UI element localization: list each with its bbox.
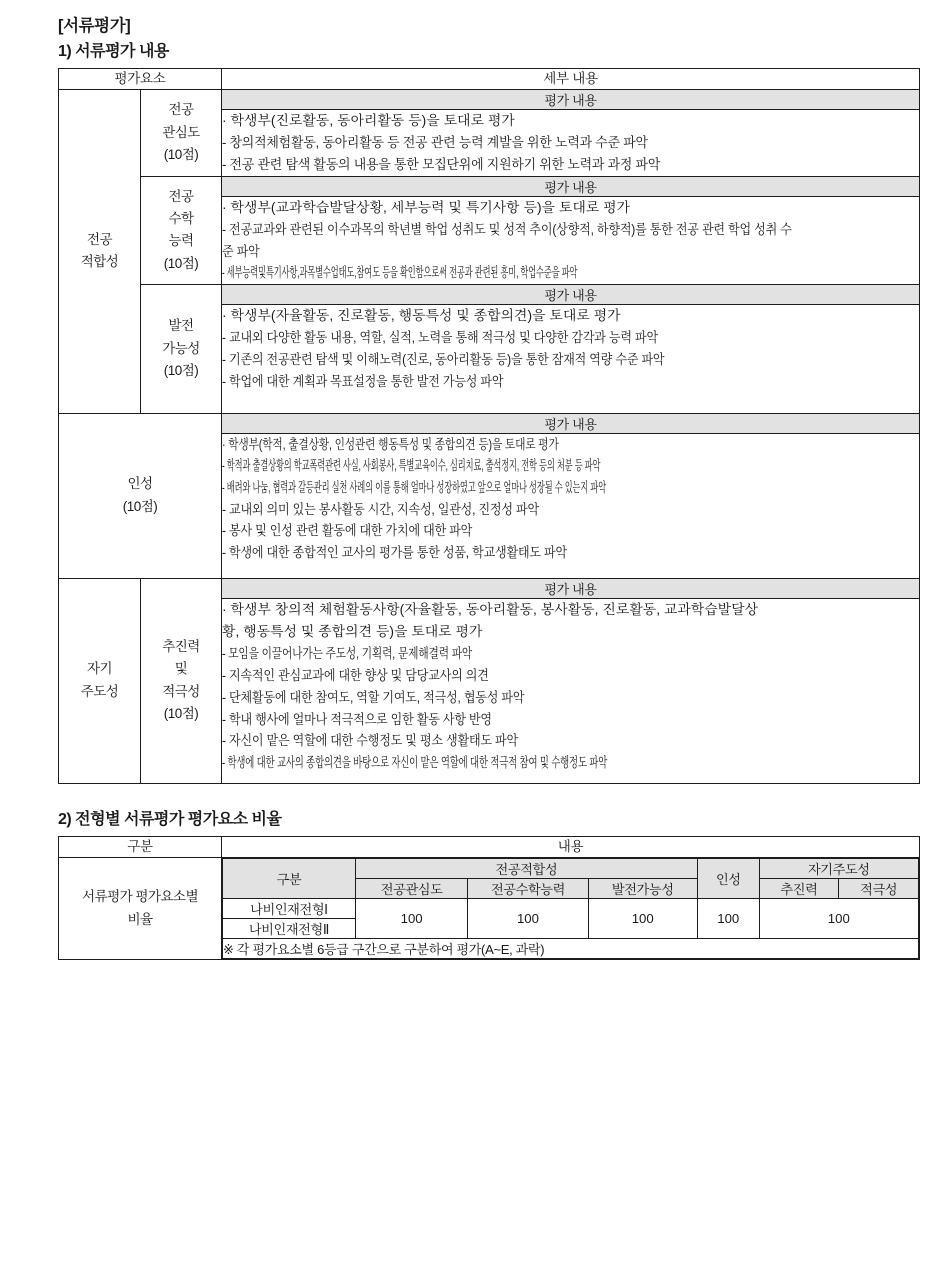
factor-drive-activeness: [141, 578, 222, 783]
header-content: 내용: [222, 836, 920, 857]
bullet-line: · 학생부(교과학습발달상황, 세부능력 및 특기사항 등)을 토대로 평가: [222, 199, 631, 215]
factor-name-line3: 능력: [168, 233, 194, 249]
inner-header-division: 구분: [223, 858, 356, 898]
inner-header-drive: 추진력: [759, 878, 839, 898]
table-header-row: [59, 68, 920, 89]
row-label-line2: 비율: [127, 912, 153, 928]
bullet-line: - 전공교과와 관련된 이수과목의 학년별 학업 성취도 및 성적 추이(상향적, 하향적)를 통한 전공 관련 학업 성취 수: [222, 221, 792, 237]
inner-header-growth: 발전가능성: [588, 878, 697, 898]
row-label-type-1: 나비인재전형Ⅰ: [223, 898, 356, 918]
ratio-inner-table: [222, 858, 919, 959]
evaluation-content-table: [58, 68, 920, 784]
subheader-major-interest: 평가 내용: [222, 89, 920, 109]
bullet-line: - 교내외 의미 있는 봉사활동 시간, 지속성, 일관성, 진정성 파악: [222, 501, 539, 517]
bullet-line: - 학생에 대한 종합적인 교사의 평가를 통한 성품, 학교생활태도 파악: [222, 545, 567, 561]
group-label-line: 자기: [86, 661, 113, 677]
ratio-note: ※ 각 평가요소별 6등급 구간으로 구분하여 평가(A~E, 과락): [223, 938, 919, 958]
group-label-line: 전공: [86, 231, 113, 247]
factor-name-line2: 수학: [168, 211, 194, 227]
factor-name-line2: 관심도: [162, 124, 200, 140]
inner-header-self-direction: 자기주도성: [759, 858, 918, 878]
bullet-line: - 봉사 및 인성 관련 활동에 대한 가치에 대한 파악: [222, 523, 473, 539]
table-row: [59, 413, 920, 433]
value-major-interest: 100: [355, 898, 468, 938]
factor-name-line3: 적극성: [162, 683, 200, 699]
bullet-line: - 학적과 출결상황의 학교폭력관련 사실, 사회봉사, 특별교육이수, 심리치료, 출석정지, 전학 등의 처분 등 파악: [222, 458, 601, 474]
subheader-major-ability: 평가 내용: [222, 176, 920, 196]
table-row: [59, 89, 920, 109]
bullet-line: · 학생부(학적, 출결상황, 인성관련 행동특성 및 종합의견 등)을 토대로 평가: [222, 436, 559, 452]
factor-name-line1: 전공: [168, 102, 194, 118]
subheader-character: 평가 내용: [222, 413, 920, 433]
group-label-major-fit: [59, 89, 141, 413]
factor-character: [59, 413, 222, 578]
bullet-line: - 기존의 전공관련 탐색 및 이해노력(진로, 동아리활동 등)을 통한 잠재적 역량 수준 파악: [222, 352, 665, 368]
bullet-line: · 학생부(진로활동, 동아리활동 등)을 토대로 평가: [222, 112, 515, 128]
bullet-line: - 교내외 다양한 활동 내용, 역할, 실적, 노력을 통해 적극성 및 다양한 감각과 능력 파악: [222, 330, 658, 346]
table-row: [59, 285, 920, 305]
header-detail: 세부 내용: [222, 68, 920, 89]
header-factor: 평가요소: [59, 68, 222, 89]
bullet-line: - 전공 관련 탐색 활동의 내용을 통한 모집단위에 지원하기 위한 노력과 과정 파악: [222, 156, 661, 172]
factor-points: (10점): [163, 255, 199, 271]
value-character: 100: [697, 898, 759, 938]
table-header-row: [59, 836, 920, 857]
factor-points: (10점): [163, 362, 199, 378]
value-self-direction: 100: [759, 898, 918, 938]
value-major-ability: 100: [468, 898, 588, 938]
value-growth: 100: [588, 898, 697, 938]
factor-points: (10점): [163, 705, 199, 721]
bullet-line: - 학생에 대한 교사의 종합의견을 바탕으로 자신이 맡은 역할에 대한 적극적 참여 및 수행정도 파악: [222, 754, 608, 770]
bullet-line: 준 파악: [222, 243, 260, 259]
row-label-type-2: 나비인재전형Ⅱ: [223, 918, 356, 938]
subheader-growth: 평가 내용: [222, 285, 920, 305]
bullet-line: - 세부능력및특기사항,과목별수업태도,참여도 등을 확인함으로써 전공과 관련된 흥미, 학업수준을 파악: [222, 265, 578, 281]
bullet-line: - 모임을 이끌어나가는 주도성, 기획력, 문제해결력 파악: [222, 646, 473, 662]
inner-header-row-1: [223, 858, 919, 878]
content-major-interest: [222, 109, 920, 176]
bullet-line: - 자신이 맡은 역할에 대한 수행정도 및 평소 생활태도 파악: [222, 733, 518, 749]
row-label-ratio: [59, 857, 222, 959]
section-1-heading: 1) 서류평가 내용: [58, 42, 169, 60]
content-self-direction: [222, 598, 920, 783]
inner-table-wrapper: [222, 857, 920, 959]
header-division: 구분: [59, 836, 222, 857]
bullet-line: 황, 행동특성 및 종합의견 등)을 토대로 평가: [222, 624, 483, 640]
table-row: [59, 578, 920, 598]
factor-name-line2: 가능성: [162, 340, 200, 356]
factor-points: (10점): [163, 146, 199, 162]
content-major-ability: [222, 196, 920, 284]
page-title: [서류평가]: [58, 17, 131, 35]
factor-name-line1: 발전: [168, 318, 194, 334]
factor-points: (10점): [122, 498, 158, 514]
bullet-line: - 배려와 나눔, 협력과 갈등관리 실천 사례의 이를 통해 얼마나 성장하였고 앞으로 얼마나 성장될 수 있는지 파악: [222, 479, 607, 495]
ratio-table: [58, 836, 920, 960]
group-label-line: 적합성: [80, 254, 119, 270]
inner-header-character: 인성: [697, 858, 759, 898]
group-label-self-direction: [59, 578, 141, 783]
inner-header-major-fit: 전공적합성: [355, 858, 697, 878]
bullet-line: - 학업에 대한 계획과 목표설정을 통한 발전 가능성 파악: [222, 373, 504, 389]
section-2-heading: 2) 전형별 서류평가 평가요소 비율: [58, 810, 282, 828]
row-label-line1: 서류평가 평가요소별: [82, 889, 198, 905]
factor-name-line2: 및: [174, 661, 188, 677]
subheader-self-direction: 평가 내용: [222, 578, 920, 598]
factor-growth: [141, 285, 222, 413]
factor-major-interest: [141, 89, 222, 176]
bullet-line: · 학생부(자율활동, 진로활동, 행동특성 및 종합의견)을 토대로 평가: [222, 308, 621, 324]
bullet-line: - 지속적인 관심교과에 대한 향상 및 담당교사의 의견: [222, 668, 489, 684]
table-row: [59, 857, 920, 959]
factor-major-ability: [141, 176, 222, 284]
bullet-line: - 단체활동에 대한 참여도, 역할 기여도, 적극성, 협동성 파악: [222, 689, 525, 705]
inner-header-major-ability: 전공수학능력: [468, 878, 588, 898]
group-label-line: 주도성: [80, 683, 119, 699]
inner-header-major-interest: 전공관심도: [355, 878, 468, 898]
bullet-line: - 학내 행사에 얼마나 적극적으로 임한 활동 사항 반영: [222, 711, 492, 727]
note-row: [223, 938, 919, 958]
inner-header-activeness: 적극성: [839, 878, 919, 898]
content-character: [222, 433, 920, 578]
table-row: [223, 898, 919, 918]
table-row: [59, 176, 920, 196]
bullet-line: - 창의적체험활동, 동아리활동 등 전공 관련 능력 계발을 위한 노력과 수준 파악: [222, 135, 648, 151]
factor-name-line1: 인성: [127, 476, 153, 492]
factor-name-line1: 추진력: [162, 639, 200, 655]
content-growth: [222, 305, 920, 413]
bullet-line: · 학생부 창의적 체험활동사항(자율활동, 동아리활동, 봉사활동, 진로활동, 교과학습발달상: [222, 601, 759, 617]
factor-name-line1: 전공: [168, 188, 194, 204]
